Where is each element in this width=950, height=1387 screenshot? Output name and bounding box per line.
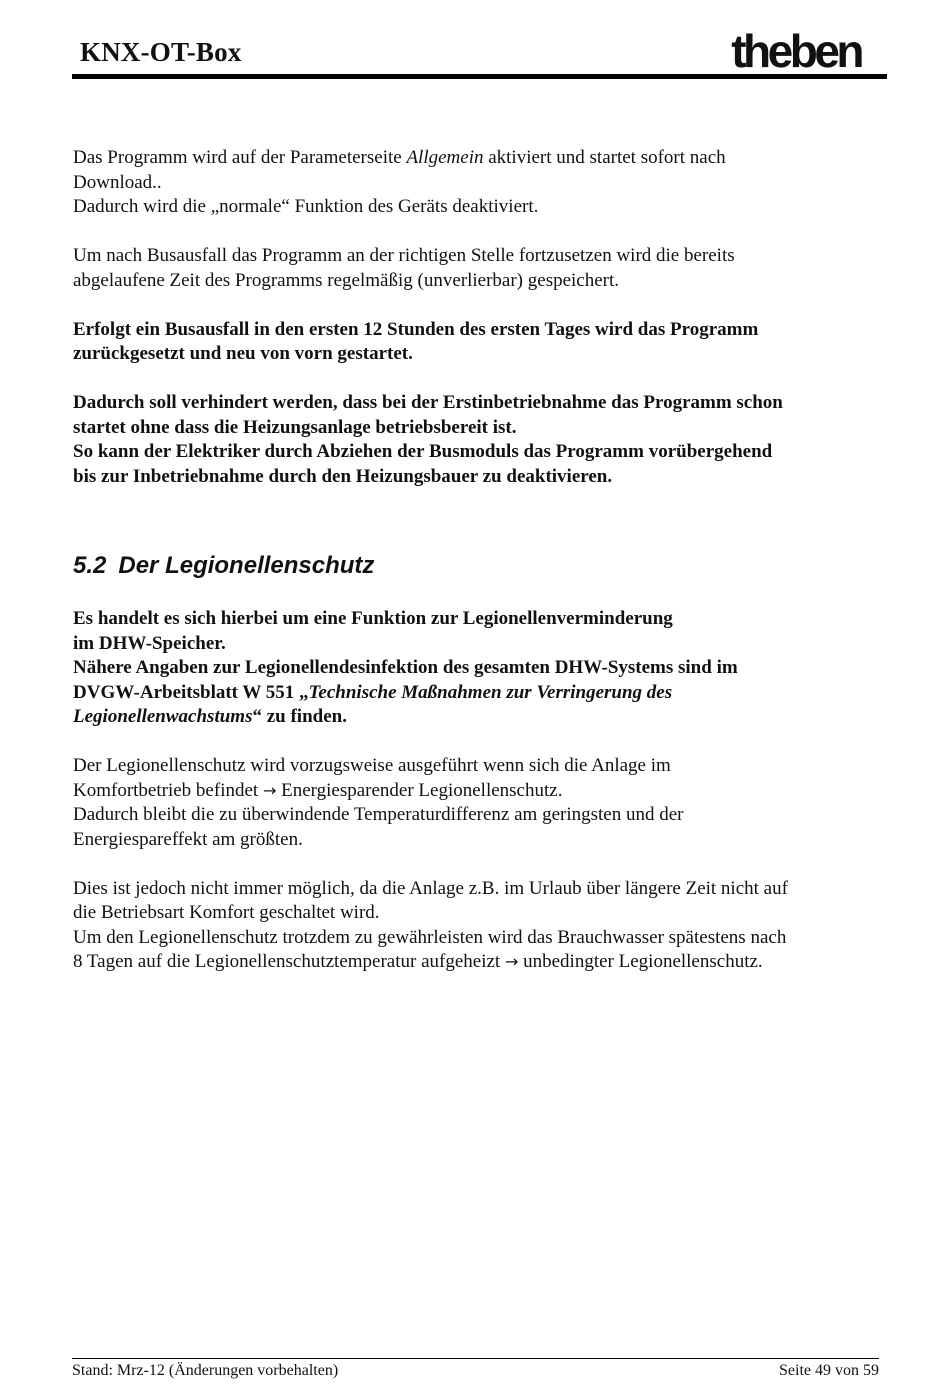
page-content: [73, 146, 883, 975]
paragraph-energy-saving-protection: Der Legionellenschutz wird vorzugsweise ausgeführt wenn sich die Anlage im Komfortbetrieb befindet → Energiesparender Legionellenschutz. Dadurch bleibt die zu überwindende Temperaturdifferenz am geringsten und der Energiespareffekt am größten.: [73, 755, 684, 850]
section-heading: [73, 551, 883, 581]
page-header: [72, 25, 887, 79]
paragraph-commissioning-note: Dadurch soll verhindert werden, dass bei der Erstinbetriebnahme das Programm schon startet ohne dass die Heizungsanlage betriebsbereit ist. So kann der Elektriker durch Abziehen der Busmoduls das Programm vorübergehend bis zur Inbetriebnahme durch den Heizungsbauer zu deaktivieren.: [73, 392, 783, 487]
page-footer: [72, 1358, 879, 1380]
paragraph-bus-failure-storage: Um nach Busausfall das Programm an der richtigen Stelle fortzusetzen wird die bereits abgelaufene Zeit des Programms regelmäßig (unverlierbar) gespeichert.: [73, 245, 735, 291]
paragraph-unconditional-protection: Dies ist jedoch nicht immer möglich, da die Anlage z.B. im Urlaub über längere Zeit nicht auf die Betriebsart Komfort geschaltet wird. Um den Legionellenschutz trotzdem zu gewährleisten wird das Brauchwasser spätestens nach 8 Tagen auf die Legionellenschutztemperatur aufgeheizt → unbedingter Legionellenschutz.: [73, 877, 788, 972]
footer-status: Stand: Mrz-12 (Änderungen vorbehalten): [72, 1362, 339, 1379]
worksheet-title: Technische Maßnahmen zur Verringerung des: [308, 681, 673, 703]
section-number: 5.2: [73, 552, 107, 579]
page-number: Seite 49 von 59: [779, 1362, 879, 1379]
arrow-right-icon: →: [504, 952, 519, 971]
arrow-right-icon: →: [262, 780, 277, 800]
parameter-page-name: Allgemein: [406, 147, 484, 168]
section-title: Der Legionellenschutz: [118, 552, 375, 579]
paragraph-program-activation: Das Programm wird auf der Parameterseite Allgemein aktiviert und startet sofort nach Download.. Dadurch wird die „normale“ Funktion des Geräts deaktiviert.: [73, 147, 726, 217]
paragraph-legionella-function: Es handelt es sich hierbei um eine Funktion zur Legionellenverminderung im DHW-Speicher. Nähere Angaben zur Legionellendesinfektion des gesamten DHW-Systems sind im DVGW-Arbeitsblatt W 551 „Technische Maßnahmen zur Verringerung des Legionellenwachstums“ zu finden.: [73, 608, 738, 727]
document-title: KNX-OT-Box: [80, 37, 242, 67]
brand-logo: theben: [731, 25, 861, 77]
paragraph-bus-failure-reset: Erfolgt ein Busausfall in den ersten 12 Stunden des ersten Tages wird das Programm zurückgesetzt und neu von vorn gestartet.: [73, 318, 759, 364]
